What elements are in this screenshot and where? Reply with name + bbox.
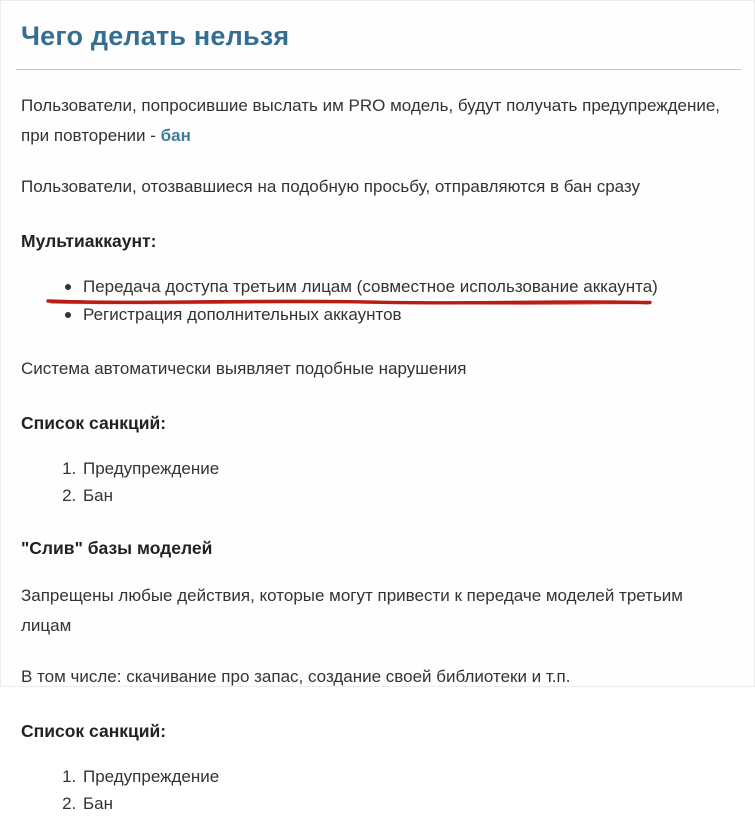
leak-heading: "Слив" базы моделей — [21, 538, 213, 558]
list-item: 1. Предупреждение — [81, 455, 734, 482]
list-item-label: Регистрация дополнительных аккаунтов — [83, 305, 402, 324]
sanctions-list-1 — [21, 455, 734, 509]
divider — [16, 69, 741, 70]
ban-link[interactable]: бан — [160, 126, 191, 145]
leak-including-paragraph: В том числе: скачивание про запас, создание своей библиотеки и т.п. — [21, 667, 571, 686]
sanctions-list-2 — [21, 763, 734, 817]
sanctions-heading-2: Список санкций: — [21, 721, 167, 741]
multiaccount-list — [21, 273, 734, 329]
intro-warning-text: Пользователи, попросившие выслать им PRO модель, будут получать предупреждение, при повторении - — [21, 96, 721, 145]
list-item: 2. Бан — [81, 482, 734, 509]
list-item: 1. Предупреждение — [81, 763, 734, 790]
page-title: Чего делать нельзя — [21, 21, 290, 51]
leak-forbidden-paragraph: Запрещены любые действия, которые могут привести к передаче моделей третьим лицам — [21, 586, 683, 635]
intro-warning-paragraph — [21, 91, 734, 151]
annotated-violation-text — [83, 273, 658, 301]
list-item-label: Передача доступа третьим лицам (совместное использование аккаунта) — [83, 277, 658, 296]
sanctions-heading-1: Список санкций: — [21, 413, 167, 433]
intro-responders-paragraph: Пользователи, отозвавшиеся на подобную просьбу, отправляются в бан сразу — [21, 177, 641, 196]
list-item: 2. Бан — [81, 790, 734, 817]
multiaccount-heading: Мультиаккаунт: — [21, 231, 157, 251]
system-note-paragraph: Система автоматически выявляет подобные нарушения — [21, 359, 467, 378]
list-item — [63, 301, 734, 329]
list-item — [63, 273, 734, 301]
